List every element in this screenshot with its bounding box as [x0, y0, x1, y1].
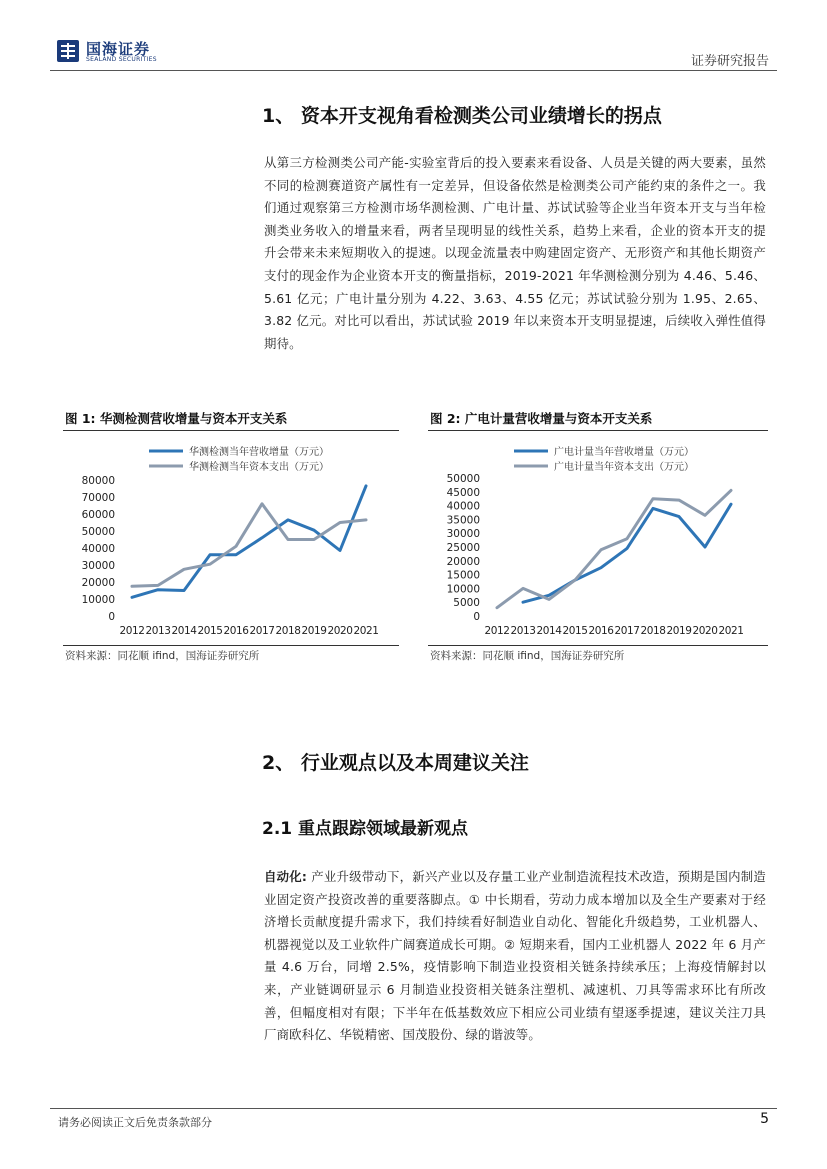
x-tick-label-2014: 2014: [536, 625, 562, 637]
series-line-2: [497, 490, 731, 607]
y-tick-label-9: 45000: [446, 486, 480, 499]
y-tick-label-1: 5000: [453, 597, 480, 610]
section-1-title: 1、 资本开支视角看检测类公司业绩增长的拐点: [262, 105, 662, 127]
chart-1: [63, 432, 399, 644]
x-tick-label-2021: 2021: [718, 625, 744, 637]
figure-1-bottom-rule: [63, 645, 399, 646]
footer-divider: [50, 1108, 777, 1109]
y-tick-label-1: 10000: [81, 594, 115, 606]
x-tick-label-2018: 2018: [640, 625, 666, 637]
x-tick-label-2020: 2020: [692, 625, 718, 637]
y-tick-label-8: 80000: [81, 475, 115, 487]
section-2-title: 2、 行业观点以及本周建议关注: [262, 752, 529, 774]
x-tick-label-2013: 2013: [145, 625, 171, 637]
section-2-paragraph: [264, 866, 766, 1047]
y-tick-label-6: 60000: [81, 509, 115, 521]
x-tick-label-2017: 2017: [614, 625, 640, 637]
figure-2-title: 图 2: 广电计量营收增量与资本开支关系: [430, 411, 653, 426]
figure-2-source: 资料来源：同花顺 ifind，国海证券研究所: [430, 650, 625, 662]
y-tick-label-4: 20000: [446, 555, 480, 568]
y-tick-label-5: 25000: [446, 542, 480, 554]
y-tick-label-3: 15000: [446, 569, 480, 582]
section-2-body: 产业升级带动下，新兴产业以及存量工业产业制造流程技术改造，预期是国内制造业固定资产投资改善的重要落脚点。① 中长期看，劳动力成本增加以及全生产要素对于经济增长贡献度提升需求下，我们持续看好制造业自动化、智能化升级趋势，工业机器人、机器视觉以及工业软件广阔赛道成长可期。② 短期来看，国内工业机器人 2022 年 6 月产量 4.6 万台，同增 2.5%，疫情影响下制造业投资相关链条持续承压；上海疫情解封以来，产业链调研显示 6 月制造业投资相关链条注塑机、减速机、刀具等需求环比有所改善，但幅度相对有限；下半年在低基数效应下相应公司业绩有望逐季提速，建议关注刀具厂商欧科亿、华锐精密、国茂股份、绿的谐波等。: [264, 869, 766, 1043]
figure-1-source: 资料来源：同花顺 ifind，国海证券研究所: [65, 650, 260, 662]
y-tick-label-6: 30000: [446, 528, 480, 541]
report-type-label: 证券研究报告: [690, 54, 769, 69]
section-2-lead: 自动化:: [264, 869, 308, 884]
x-tick-label-2016: 2016: [223, 625, 249, 637]
y-tick-label-3: 30000: [81, 560, 115, 572]
legend-label-2: 华测检测当年资本支出（万元）: [189, 462, 329, 473]
figure-2-top-rule: [428, 430, 768, 431]
y-tick-label-0: 0: [473, 611, 480, 623]
figure-2-bottom-rule: [428, 645, 768, 646]
section-2-1-subtitle: 2.1 重点跟踪领域最新观点: [262, 819, 469, 839]
y-tick-label-0: 0: [108, 611, 115, 623]
y-tick-label-4: 40000: [81, 543, 115, 555]
x-tick-label-2015: 2015: [562, 625, 588, 637]
disclaimer-note: 请务必阅读正文后免责条款部分: [58, 1116, 212, 1129]
legend-label-2: 广电计量当年资本支出（万元）: [554, 462, 694, 473]
x-tick-label-2012: 2012: [119, 625, 145, 637]
x-tick-label-2012: 2012: [484, 625, 510, 637]
y-tick-label-7: 70000: [81, 492, 115, 504]
x-tick-label-2013: 2013: [510, 625, 536, 637]
x-tick-label-2017: 2017: [249, 625, 275, 637]
sealand-logo-icon: [57, 40, 79, 62]
header-divider: [50, 70, 777, 71]
y-tick-label-2: 10000: [446, 583, 480, 596]
x-tick-label-2019: 2019: [301, 625, 327, 637]
series-line-1: [523, 504, 731, 602]
y-tick-label-8: 40000: [446, 500, 480, 513]
chart-2: [428, 432, 768, 644]
page-number: 5: [760, 1111, 769, 1127]
logo-text: 国海证券: [86, 40, 151, 58]
y-tick-label-5: 50000: [81, 526, 115, 538]
y-tick-label-10: 50000: [446, 473, 480, 485]
x-tick-label-2016: 2016: [588, 625, 614, 637]
x-tick-label-2015: 2015: [197, 625, 223, 637]
x-tick-label-2014: 2014: [171, 625, 197, 637]
x-tick-label-2020: 2020: [327, 625, 353, 637]
section-1-paragraph: 从第三方检测类公司产能-实验室背后的投入要素来看设备、人员是关键的两大要素，虽然不同的检测赛道资产属性有一定差异，但设备依然是检测类公司产能约束的条件之一。我们通过观察第三方检测市场华测检测、广电计量、苏试试验等企业当年资本开支与当年检测类业务收入的增量来看，两者呈现明显的线性关系，趋势上来看，企业的资本开支的提升会带来未来短期收入的提速。以现金流量表中购建固定资产、无形资产和其他长期资产支付的现金作为企业资本开支的衡量指标，2019-2021 年华测检测分别为 4.46、5.46、5.61 亿元；广电计量分别为 4.22、3.63、4.55 亿元；苏试试验分别为 1.95、2.65、3.82 亿元。对比可以看出，苏试试验 2019 年以来资本开支明显提速，后续收入弹性值得期待。: [264, 155, 766, 351]
x-tick-label-2018: 2018: [275, 625, 301, 637]
legend-label-1: 华测检测当年营收增量（万元）: [189, 447, 329, 458]
y-tick-label-2: 20000: [81, 577, 115, 589]
logo-subtext: SEALAND SECURITIES: [86, 56, 157, 63]
x-tick-label-2019: 2019: [666, 625, 692, 637]
figure-1-title: 图 1: 华测检测营收增量与资本开支关系: [65, 411, 288, 426]
legend-label-1: 广电计量当年营收增量（万元）: [554, 447, 694, 458]
figure-1-top-rule: [63, 430, 399, 431]
x-tick-label-2021: 2021: [353, 625, 379, 637]
y-tick-label-7: 35000: [446, 514, 480, 527]
